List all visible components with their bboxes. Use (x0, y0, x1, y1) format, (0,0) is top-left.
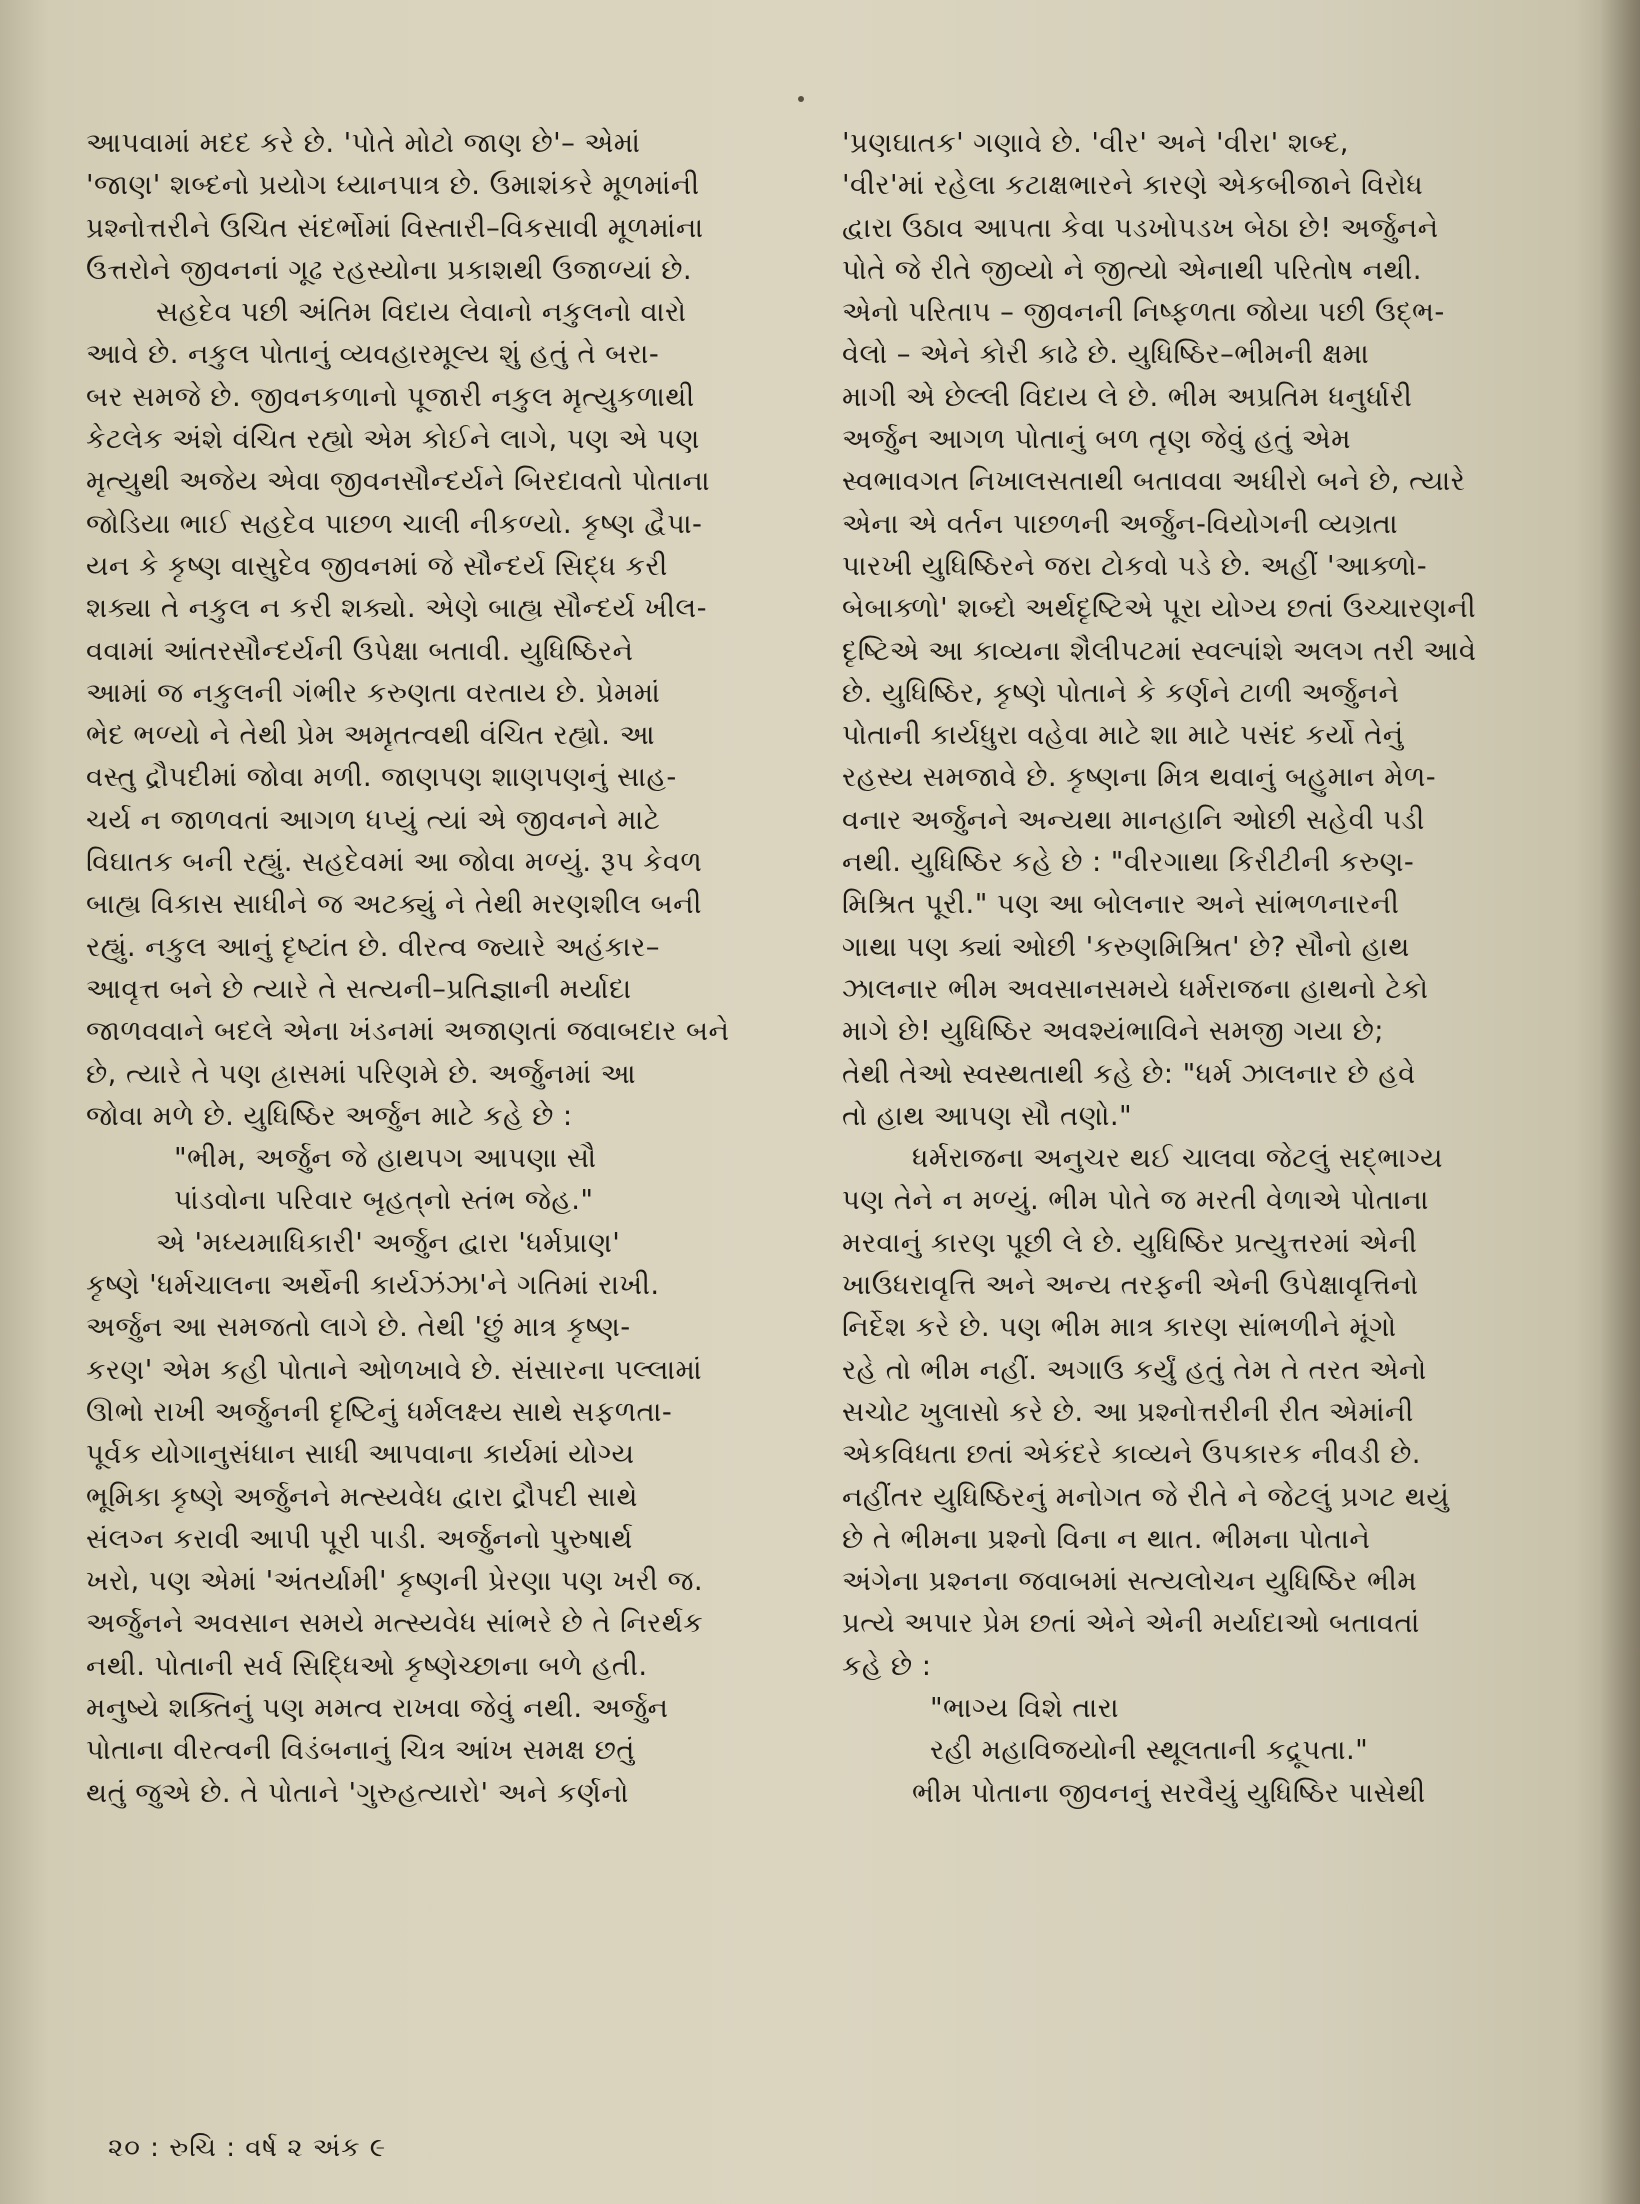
left-column-line: રહ્યું. નકુલ આનું દૃષ્ટાંત છે. વીરત્વ જ્યારે અહંકાર– (86, 930, 660, 963)
right-column-line: તેથી તેઓ સ્વસ્થતાથી કહે છે: "ધર્મ ઝાલનાર છે હવે (842, 1057, 1416, 1090)
right-column-line: પ્રત્યે અપાર પ્રેમ છતાં એને એની મર્યાદાઓ બતાવતાં (842, 1607, 1420, 1640)
left-column-line: કરણ' એમ કહી પોતાને ઓળખાવે છે. સંસારના પલ્લામાં (86, 1353, 703, 1386)
left-column-line: પોતાના વીરત્વની વિડંબનાનું ચિત્ર આંખ સમક્ષ છતું (86, 1734, 635, 1767)
right-column-line: નહીંતર યુધિષ્ઠિરનું મનોગત જે રીતે ને જેટલું પ્રગટ થયું (842, 1480, 1450, 1513)
left-column-line: આપવામાં મદદ કરે છે. 'પોતે મોટો જાણ છે'– એમાં (86, 127, 641, 159)
left-column-line: પૂર્વક યોગાનુસંધાન સાધી આપવાના કાર્યમાં યોગ્ય (86, 1438, 635, 1471)
page-footer: ૨૦ : રુચિ : વર્ષ ૨ અંક ૯ (108, 2133, 387, 2163)
left-column-line: બર સમજે છે. જીવનકળાનો પૂજારી નકુલ મૃત્યુકળાથી (86, 380, 695, 413)
right-column-line: પોતે જે રીતે જીવ્યો ને જીત્યો એનાથી પરિતોષ નથી. (842, 253, 1422, 286)
right-column-line: મિશ્રિત પૂરી." પણ આ બોલનાર અને સાંભળનારની (842, 888, 1400, 921)
left-column-line: ભૂમિકા કૃષ્ણે અર્જુનને મત્સ્યવેધ દ્વારા દ્રૌપદી સાથે (86, 1480, 638, 1513)
left-column-line: 'જાણ' શબ્દનો પ્રયોગ ધ્યાનપાત્ર છે. ઉમાશંકરે મૂળમાંની (86, 169, 700, 202)
right-column-line: રહી મહાવિજયોની સ્થૂલતાની કદ્રૂપતા." (930, 1734, 1369, 1767)
left-column-line: ચર્ય ન જાળવતાં આગળ ધપ્યું ત્યાં એ જીવનને માટે (86, 803, 661, 836)
left-column-line: છે, ત્યારે તે પણ હ્રાસમાં પરિણમે છે. અર્જુનમાં આ (86, 1057, 637, 1090)
left-column-line: ભેદ ભળ્યો ને તેથી પ્રેમ અમૃતત્વથી વંચિત રહ્યો. આ (86, 719, 655, 752)
left-column-line: આવે છે. નકુલ પોતાનું વ્યવહારમૂલ્ય શું હતું તે બરા- (86, 338, 660, 371)
left-column-line: અર્જુન આ સમજતો લાગે છે. તેથી 'છું માત્ર કૃષ્ણ- (86, 1311, 631, 1344)
right-column-line: "ભાગ્ય વિશે તારા (930, 1691, 1120, 1724)
left-column-line: કૃષ્ણે 'ધર્મચાલના અર્થેની કાર્યઝંઝા'ને ગતિમાં રાખી. (86, 1269, 660, 1302)
right-column-line: ઝાલનાર ભીમ અવસાનસમયે ધર્મરાજના હાથનો ટેકો (842, 972, 1429, 1005)
right-column-line: પણ તેને ન મળ્યું. ભીમ પોતે જ મરતી વેળાએ પોતાના (842, 1184, 1429, 1217)
left-column-line: સહદેવ પછી અંતિમ વિદાય લેવાનો નકુલનો વારો (156, 296, 687, 329)
left-column-line: ઉત્તરોને જીવનનાં ગૂઢ રહસ્યોના પ્રકાશથી ઉજાળ્યાં છે. (86, 253, 693, 286)
right-column-line: એના એ વર્તન પાછળની અર્જુન-વિયોગની વ્યગ્રતા (842, 507, 1398, 540)
right-column-line: રહસ્ય સમજાવે છે. કૃષ્ણના મિત્ર થવાનું બહુમાન મેળ- (842, 761, 1437, 794)
right-column-line: તો હાથ આપણ સૌ તણો." (842, 1099, 1133, 1132)
right-column-line: વનાર અર્જુનને અન્યથા માનહાનિ ઓછી સહેવી પડી (842, 803, 1425, 836)
left-column-line: યન કે કૃષ્ણ વાસુદેવ જીવનમાં જે સૌન્દર્ય સિદ્ધ કરી (86, 549, 668, 582)
right-column-line: મરવાનું કારણ પૂછી લે છે. યુધિષ્ઠિર પ્રત્યુત્તરમાં એની (842, 1226, 1418, 1259)
right-column-line: એનો પરિતાપ – જીવનની નિષ્ફળતા જોયા પછી ઉદ્ભ- (842, 296, 1445, 329)
left-column-line: થતું જુએ છે. તે પોતાને 'ગુરુહત્યારો' અને કર્ણનો (86, 1776, 629, 1809)
right-column-line: છે તે ભીમના પ્રશ્નો વિના ન થાત. ભીમના પોતાને (842, 1522, 1371, 1555)
right-column-line: અર્જુન આગળ પોતાનું બળ તૃણ જેવું હતું એમ (842, 423, 1351, 456)
right-column-line: ધર્મરાજના અનુચર થઈ ચાલવા જેટલું સદ્‌ભાગ્ય (912, 1142, 1443, 1175)
right-column-line: અંગેના પ્રશ્નના જવાબમાં સત્યલોચન યુધિષ્ઠિર ભીમ (842, 1565, 1418, 1598)
right-column-line: પારખી યુધિષ્ઠિરને જરા ટોકવો પડે છે. અહીં 'આક્ળો- (842, 549, 1428, 582)
left-column-line: સંલગ્ન કરાવી આપી પૂરી પાડી. અર્જુનનો પુરુષાર્થ (86, 1522, 633, 1555)
right-column-line: ભીમ પોતાના જીવનનું સરવૈયું યુધિષ્ઠિર પાસેથી (912, 1776, 1426, 1809)
right-column-line: છે. યુધિષ્ઠિર, કૃષ્ણે પોતાને કે કર્ણને ટાળી અર્જુનને (842, 676, 1400, 709)
right-column-line: નિર્દેશ કરે છે. પણ ભીમ માત્ર કારણ સાંભળીને મૂંગો (842, 1311, 1397, 1344)
right-column-line: માગી એ છેલ્લી વિદાય લે છે. ભીમ અપ્રતિમ ધનુર્ધારી (842, 380, 1413, 413)
right-column-line: 'વીર'માં રહેલા કટાક્ષભારને કારણે એકબીજાને વિરોધ (842, 169, 1424, 202)
right-column-line: સ્વભાવગત નિખાલસતાથી બતાવવા અધીરો બને છે, ત્યારે (842, 465, 1466, 498)
left-column-line: વવામાં આંતરસૌન્દર્યની ઉપેક્ષા બતાવી. યુધિષ્ઠિરને (86, 634, 634, 667)
right-text-column (842, 122, 1542, 1814)
right-column-line: કહે છે : (842, 1649, 932, 1682)
print-speck (798, 96, 804, 102)
right-column-line: બેબાક્ળો' શબ્દો અર્થદૃષ્ટિએ પૂરા યોગ્ય છતાં ઉચ્ચારણની (842, 592, 1476, 625)
right-column-line: પોતાની કાર્યધુરા વહેવા માટે શા માટે પસંદ કર્યો તેનું (842, 719, 1404, 752)
left-column-line: મૃત્યુથી અજેય એવા જીવનસૌન્દર્યને બિરદાવતો પોતાના (86, 465, 711, 498)
right-column-line: ગાથા પણ ક્યાં ઓછી 'કરુણમિશ્રિત' છે? સૌનો હાથ (842, 930, 1410, 963)
right-column-line: નથી. યુધિષ્ઠિર કહે છે : "વીરગાથા કિરીટીની કરુણ- (842, 846, 1415, 879)
left-column-line: જોડિયા ભાઈ સહદેવ પાછળ ચાલી નીકળ્યો. કૃષ્ણ દ્વૈપા- (86, 507, 703, 540)
left-column-line: વસ્તુ દ્રૌપદીમાં જોવા મળી. જાણપણ શાણપણનું સાહ- (86, 761, 677, 794)
left-column-line: એ 'મધ્યમાધિકારી' અર્જુન દ્વારા 'ધર્મપ્રાણ' (156, 1226, 621, 1259)
right-column-line: એકવિધતા છતાં એકંદરે કાવ્યને ઉપકારક નીવડી છે. (842, 1438, 1421, 1471)
right-column-line: માગે છે! યુધિષ્ઠિર અવશ્યંભાવિને સમજી ગયા છે; (842, 1015, 1384, 1048)
left-text-column (86, 122, 806, 1814)
left-column-line: કેટલેક અંશે વંચિત રહ્યો એમ કોઈને લાગે, પણ એ પણ (86, 423, 700, 456)
left-column-line: આવૃત્ત બને છે ત્યારે તે સત્યની–પ્રતિજ્ઞાની મર્યાદા (86, 972, 632, 1005)
left-column-line: જોવા મળે છે. યુધિષ્ઠિર અર્જુન માટે કહે છે : (86, 1099, 573, 1132)
left-column-line: જાળવવાને બદલે એના ખંડનમાં અજાણતાં જવાબદાર બને (86, 1015, 730, 1048)
left-column-line: વિઘાતક બની રહ્યું. સહદેવમાં આ જોવા મળ્યું. રૂપ કેવળ (86, 846, 703, 879)
right-column-line: વેલો – એને કોરી કાઢે છે. યુધિષ્ઠિર–ભીમની ક્ષમા (842, 338, 1370, 371)
left-column-line: પાંડવોના પરિવાર બૃહત્‌નો સ્તંભ જેહ." (174, 1184, 594, 1217)
right-column-line: ખાઉધરાવૃત્તિ અને અન્ય તરફની એની ઉપેક્ષાવૃત્તિનો (842, 1269, 1419, 1302)
right-column-line: રહે તો ભીમ નહીં. અગાઉ કર્યું હતું તેમ તે તરત એનો (842, 1353, 1427, 1386)
left-column-line: પ્રશ્નોત્તરીને ઉચિત સંદર્ભોમાં વિસ્તારી–વિકસાવી મૂળમાંના (86, 211, 704, 244)
left-column-line: મનુષ્યે શક્તિનું પણ મમત્વ રાખવા જેવું નથી. અર્જુન (86, 1691, 669, 1724)
left-column-line: શક્યા તે નકુલ ન કરી શક્યો. એણે બાહ્ય સૌન્દર્ય ખીલ- (86, 592, 707, 625)
left-column-line: ખરો, પણ એમાં 'અંતર્યામી' કૃષ્ણની પ્રેરણા પણ ખરી જ. (86, 1565, 704, 1598)
right-column-line: સચોટ ખુલાસો કરે છે. આ પ્રશ્નોત્તરીની રીત એમાંની (842, 1395, 1414, 1428)
left-column-line: ઊભો રાખી અર્જુનની દૃષ્ટિનું ધર્મલક્ષ્ય સાથે સફળતા- (86, 1395, 673, 1428)
left-column-line: અર્જુનને અવસાન સમયે મત્સ્યવેધ સાંભરે છે તે નિરર્થક (86, 1607, 704, 1640)
left-column-line: આમાં જ નકુલની ગંભીર કરુણતા વરતાય છે. પ્રેમમાં (86, 676, 661, 709)
right-column-line: 'પ્રણઘાતક' ગણાવે છે. 'વીર' અને 'વીરા' શબ્દ, (842, 127, 1349, 159)
left-column-line: બાહ્ય વિકાસ સાધીને જ અટક્યું ને તેથી મરણશીલ બની (86, 888, 702, 921)
left-column-line: "ભીમ, અર્જુન જે હાથપગ આપણા સૌ (174, 1142, 597, 1175)
right-column-line: દૃષ્ટિએ આ કાવ્યના શૈલીપટમાં સ્વલ્પાંશે અલગ તરી આવે (842, 634, 1477, 667)
left-column-line: નથી. પોતાની સર્વ સિદ્ધિઓ કૃષ્ણેચ્છાના બળે હતી. (86, 1649, 648, 1682)
right-column-line: દ્વારા ઉઠાવ આપતા કેવા પડખોપડખ બેઠા છે! અર્જુનને (842, 211, 1439, 244)
